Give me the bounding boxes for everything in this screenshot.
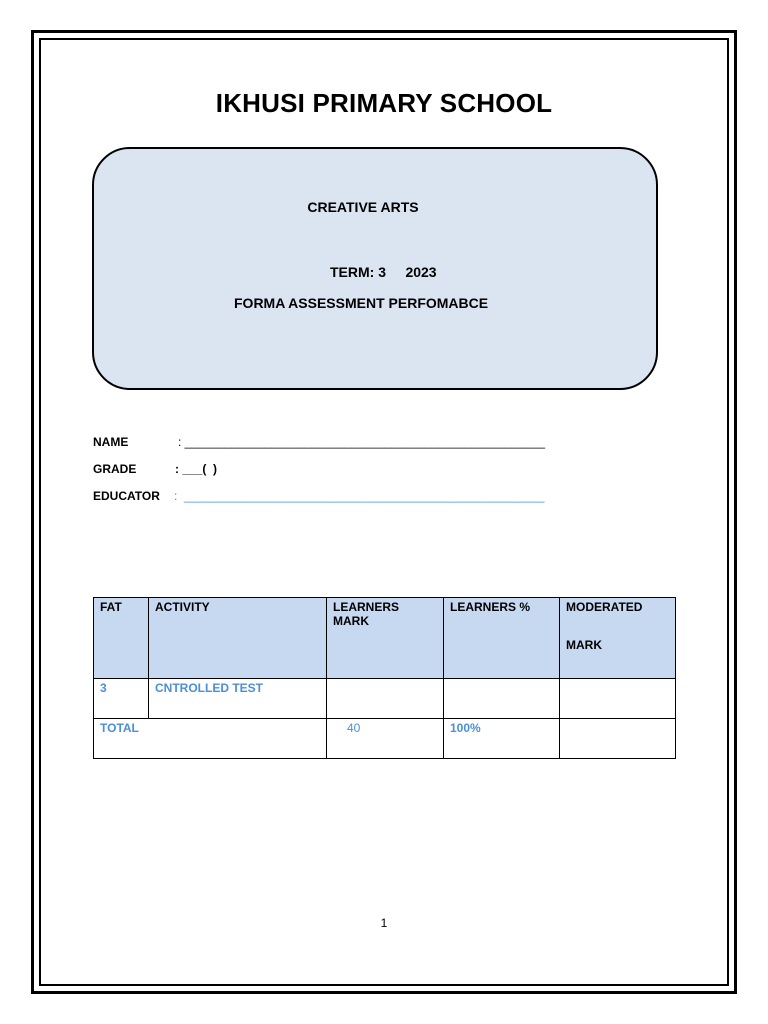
header-activity: ACTIVITY (149, 598, 327, 679)
page-number: 1 (380, 916, 388, 930)
name-label: NAME (93, 435, 129, 449)
cover-box (92, 147, 658, 390)
header-learners-pct: LEARNERS % (444, 598, 560, 679)
name-field[interactable]: : ______________________________________________________ (178, 435, 546, 449)
educator-field[interactable]: : ______________________________________________________ (174, 489, 545, 503)
cell-total-mark: 40 (327, 719, 444, 759)
table-row (94, 679, 676, 719)
cell-learners-mark[interactable] (327, 679, 444, 719)
table-header-row (94, 598, 676, 679)
cell-total-moderated[interactable] (560, 719, 676, 759)
cell-total-pct: 100% (444, 719, 560, 759)
cell-activity: CNTROLLED TEST (149, 679, 327, 719)
marks-table (93, 597, 676, 759)
cell-total-label: TOTAL (94, 719, 327, 759)
grade-field[interactable]: : ___( ) (175, 462, 218, 476)
cell-fat: 3 (94, 679, 149, 719)
cell-moderated[interactable] (560, 679, 676, 719)
educator-label: EDUCATOR (93, 489, 160, 503)
grade-label: GRADE (93, 462, 137, 476)
table-total-row (94, 719, 676, 759)
assessment-title: FORMA ASSESSMENT PERFOMABCE (234, 295, 489, 311)
school-title: IKHUSI PRIMARY SCHOOL (215, 88, 553, 118)
cell-learners-pct[interactable] (444, 679, 560, 719)
header-moderated: MODERATED MARK (560, 598, 676, 679)
header-fat: FAT (94, 598, 149, 679)
header-learners-mark: LEARNERS MARK (327, 598, 444, 679)
term-line: TERM: 3 2023 (330, 264, 437, 280)
subject-title: CREATIVE ARTS (307, 199, 419, 215)
